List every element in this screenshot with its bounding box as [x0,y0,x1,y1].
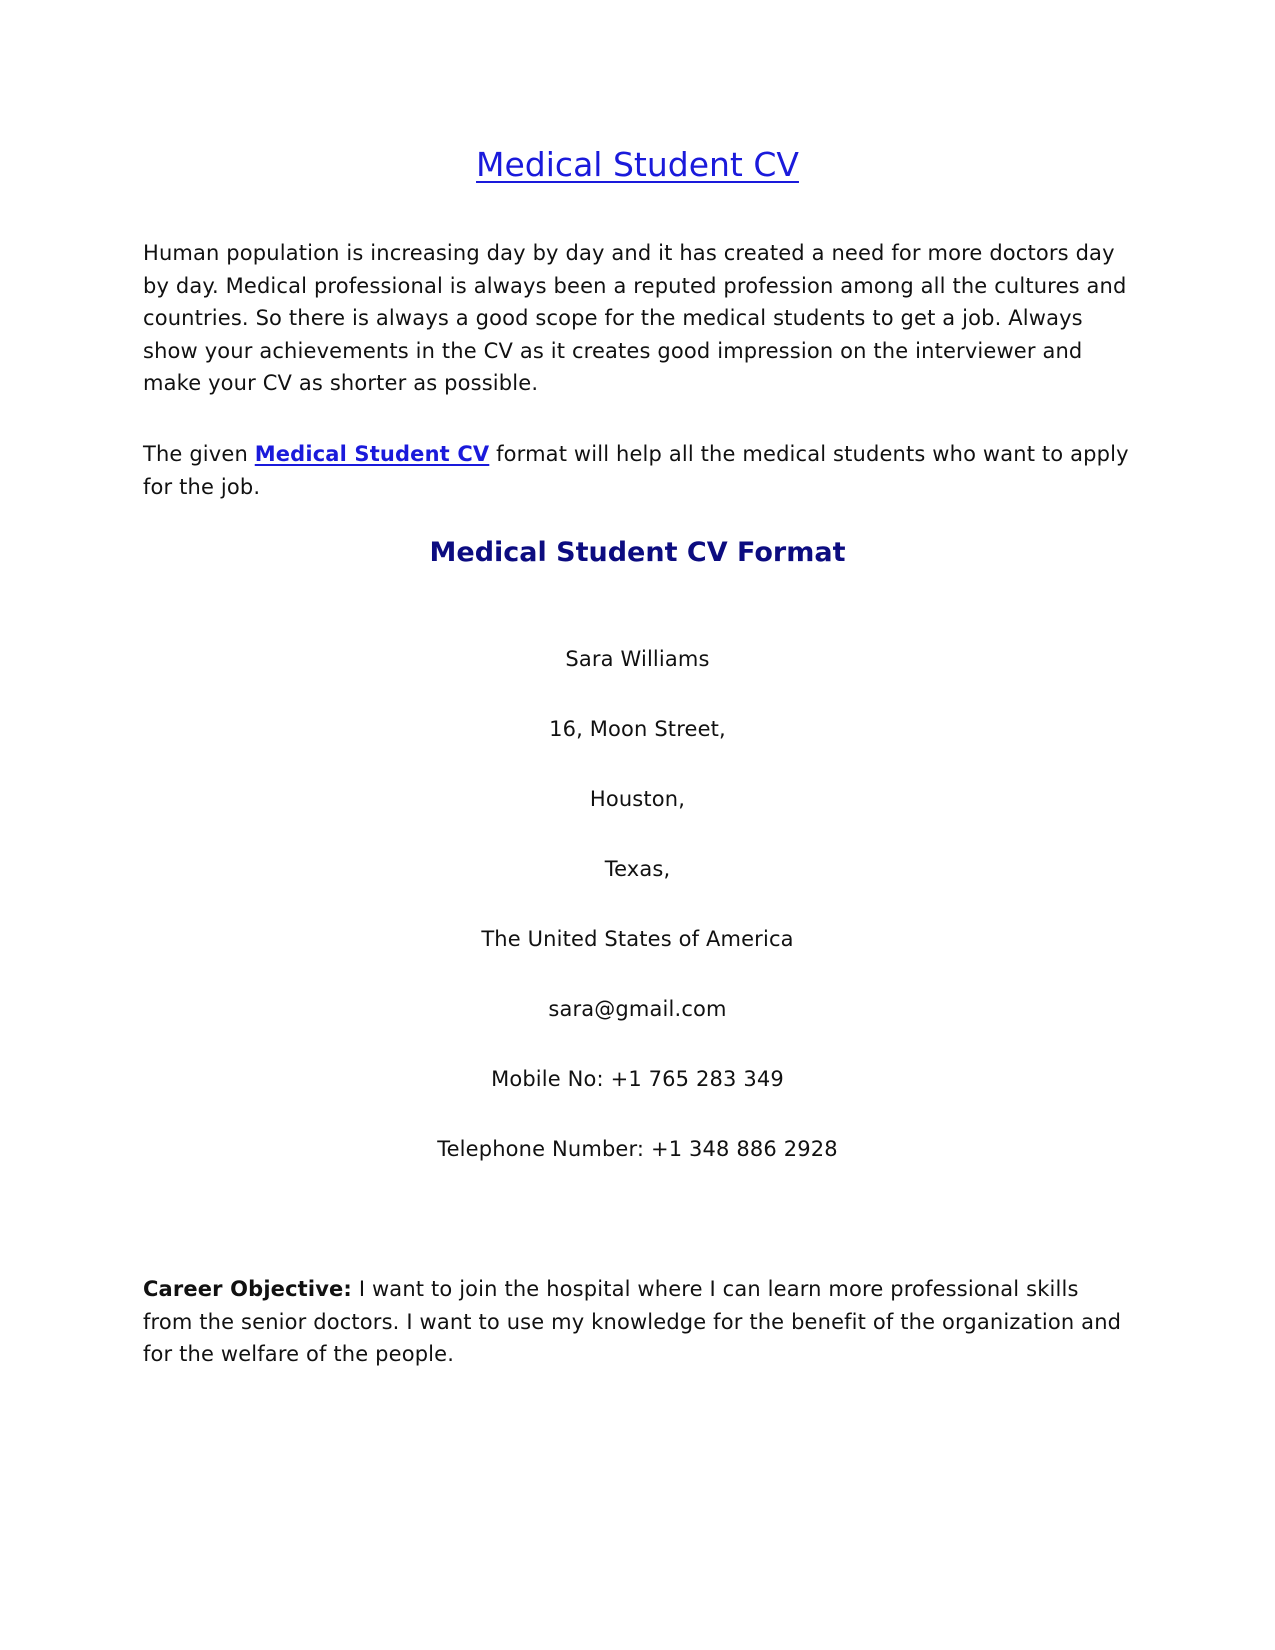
career-objective-text: I want to join the hospital where I can learn more professional skills from the senior doctors. I want to use my knowledge for the benefit of the organization and for the welfare of the people. [143,1277,1122,1367]
contact-street: 16, Moon Street, [549,717,726,741]
contact-telephone: Telephone Number: +1 348 886 2928 [437,1137,838,1161]
contact-state: Texas, [604,857,671,881]
given-paragraph [143,438,1133,503]
title-link[interactable]: Medical Student CV [476,145,799,184]
career-objective-label: Career Objective: [143,1277,352,1301]
format-heading: Medical Student CV Format [429,537,846,568]
intro-paragraph: Human population is increasing day by day and it has created a need for more doctors day by day. Medical professional is always been a reputed profession among all the cultures and countries. So there is always a good scope for the medical students to get a job. Always show your achievements in the CV as it creates good impression on the interviewer and make your CV as shorter as possible. [143,241,1127,396]
contact-name: Sara Williams [565,647,710,671]
contact-city: Houston, [589,787,686,811]
contact-email: sara@gmail.com [548,997,727,1021]
contact-country: The United States of America [481,927,794,951]
contact-mobile: Mobile No: +1 765 283 349 [491,1067,784,1091]
medical-student-cv-link[interactable]: Medical Student CV [254,442,490,466]
given-prefix: The given [143,442,248,466]
page-title [0,143,1275,187]
career-objective-paragraph [143,1273,1133,1371]
given-suffix: format will help all the medical students who want to apply for the job. [143,442,1129,499]
